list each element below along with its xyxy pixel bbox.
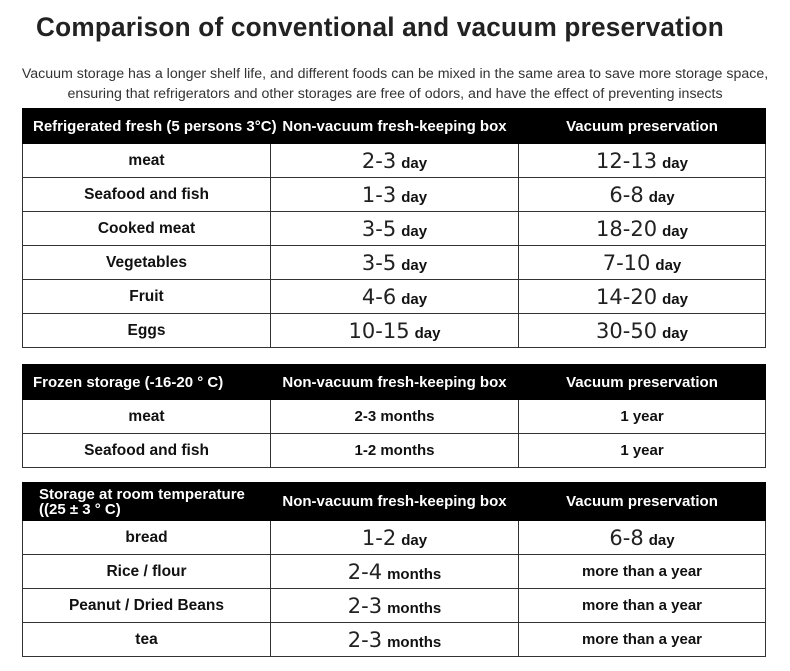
food-name: Fruit: [23, 280, 271, 314]
header-line-2: ((25 ± 3 ° C): [39, 500, 121, 518]
duration-value: 12-13: [596, 148, 658, 173]
vacuum-cell: [519, 280, 766, 314]
food-name: meat: [23, 400, 271, 434]
duration-unit: day: [662, 222, 688, 240]
vacuum-cell: more than a year: [519, 555, 766, 589]
duration-value: 2-3: [347, 627, 383, 652]
vacuum-cell: [519, 314, 766, 348]
non-vacuum-cell: [271, 212, 519, 246]
non-vacuum-cell: [271, 314, 519, 348]
duration-value: 3-5: [361, 250, 397, 275]
duration-unit: day: [662, 290, 688, 308]
duration-value: 3-5: [361, 216, 397, 241]
duration-unit: day: [648, 531, 675, 549]
duration-value: 14-20: [596, 284, 658, 309]
table-row: [23, 212, 766, 246]
vacuum-cell: 1 year: [519, 434, 766, 468]
duration-value: 10-15: [348, 318, 410, 343]
table-row: [23, 434, 766, 468]
vacuum-cell: more than a year: [519, 623, 766, 657]
food-name: Seafood and fish: [23, 178, 271, 212]
vacuum-cell: more than a year: [519, 589, 766, 623]
duration-value: 30-50: [596, 318, 658, 343]
duration-unit: day: [648, 188, 675, 206]
column-header-vacuum: Vacuum preservation: [519, 109, 766, 144]
duration-value: 6-8: [609, 182, 644, 207]
table-header-row: [23, 483, 766, 521]
table-row: [23, 144, 766, 178]
column-header-vacuum: Vacuum preservation: [519, 483, 766, 521]
vacuum-cell: [519, 178, 766, 212]
duration-value: 2-3: [361, 148, 397, 173]
column-header-non-vacuum: Non-vacuum fresh-keeping box: [271, 365, 519, 400]
non-vacuum-cell: [271, 178, 519, 212]
duration-unit: day: [414, 324, 441, 342]
non-vacuum-cell: 1-2 months: [271, 434, 519, 468]
non-vacuum-cell: 2-3 months: [271, 400, 519, 434]
page-subtitle: [0, 64, 790, 104]
food-name: Rice / flour: [23, 555, 271, 589]
table-row: [23, 246, 766, 280]
table-row: [23, 178, 766, 212]
room-temperature-table: [22, 482, 766, 657]
duration-unit: day: [662, 324, 688, 342]
column-header-vacuum: Vacuum preservation: [519, 365, 766, 400]
duration-unit: day: [401, 188, 428, 206]
table-row: [23, 555, 766, 589]
table-row: [23, 521, 766, 555]
table-row: [23, 280, 766, 314]
non-vacuum-cell: [271, 521, 519, 555]
food-name: Cooked meat: [23, 212, 271, 246]
non-vacuum-cell: [271, 623, 519, 657]
table-header-row: [23, 109, 766, 144]
duration-unit: day: [401, 290, 428, 308]
table-row: [23, 589, 766, 623]
subtitle-line-1: Vacuum storage has a longer shelf life, and different foods can be mixed in the same area to save more storage space,: [21, 66, 769, 82]
header-line-1: Storage at room temperature: [39, 485, 245, 503]
table-header-row: [23, 365, 766, 400]
non-vacuum-cell: [271, 555, 519, 589]
duration-unit: day: [401, 154, 428, 172]
vacuum-cell: [519, 246, 766, 280]
food-name: bread: [23, 521, 271, 555]
column-header-category: Refrigerated fresh (5 persons 3°C): [23, 109, 271, 144]
column-header-non-vacuum: Non-vacuum fresh-keeping box: [271, 483, 519, 521]
vacuum-cell: [519, 144, 766, 178]
duration-value: 7-10: [602, 250, 651, 275]
non-vacuum-cell: [271, 589, 519, 623]
column-header-non-vacuum: Non-vacuum fresh-keeping box: [271, 109, 519, 144]
non-vacuum-cell: [271, 280, 519, 314]
page-title: Comparison of conventional and vacuum preservation: [36, 12, 724, 42]
food-name: Eggs: [23, 314, 271, 348]
food-name: Seafood and fish: [23, 434, 271, 468]
duration-unit: months: [387, 565, 442, 583]
refrigerated-table: [22, 108, 766, 348]
duration-value: 2-3: [347, 593, 383, 618]
non-vacuum-cell: [271, 246, 519, 280]
duration-value: 1-3: [361, 182, 397, 207]
duration-value: 18-20: [596, 216, 658, 241]
duration-unit: day: [401, 531, 428, 549]
table-row: [23, 623, 766, 657]
frozen-table: [22, 364, 766, 468]
vacuum-cell: [519, 212, 766, 246]
duration-unit: day: [401, 222, 428, 240]
duration-unit: day: [401, 256, 428, 274]
duration-unit: months: [387, 599, 442, 617]
vacuum-cell: [519, 521, 766, 555]
duration-value: 2-4: [347, 559, 383, 584]
table-row: [23, 400, 766, 434]
vacuum-cell: 1 year: [519, 400, 766, 434]
food-name: meat: [23, 144, 271, 178]
non-vacuum-cell: [271, 144, 519, 178]
duration-unit: months: [387, 633, 442, 651]
food-name: Vegetables: [23, 246, 271, 280]
food-name: tea: [23, 623, 271, 657]
subtitle-line-2: ensuring that refrigerators and other storages are free of odors, and have the effect of preventing insects: [67, 86, 723, 102]
food-name: Peanut / Dried Beans: [23, 589, 271, 623]
table-row: [23, 314, 766, 348]
duration-value: 6-8: [609, 525, 644, 550]
duration-unit: day: [662, 154, 688, 172]
column-header-category: Frozen storage (-16-20 ° C): [23, 365, 271, 400]
column-header-category: [23, 483, 271, 521]
duration-value: 4-6: [361, 284, 397, 309]
duration-unit: day: [655, 256, 682, 274]
duration-value: 1-2: [361, 525, 397, 550]
